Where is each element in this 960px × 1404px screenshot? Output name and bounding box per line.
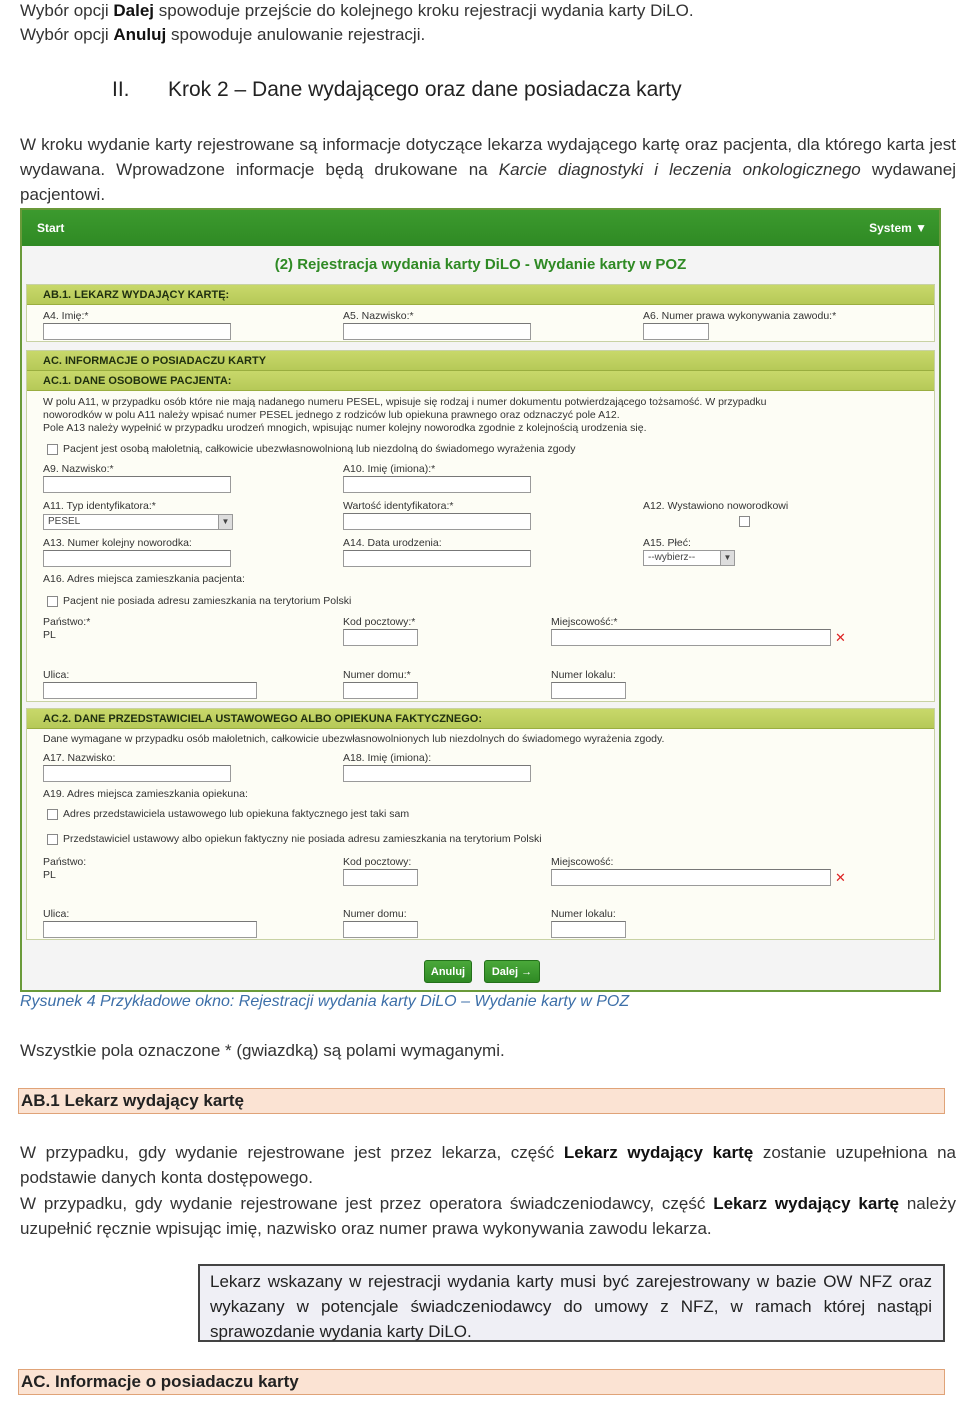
input-a18[interactable] (343, 765, 531, 782)
start-menu[interactable]: Start (37, 221, 65, 235)
intro-line-2 (20, 22, 956, 47)
dalej-keyword: Dalej (113, 1, 155, 20)
band-ab1: AB.1. LEKARZ WYDAJĄCY KARTĘ: (27, 285, 934, 305)
select-a11-value: PESEL (48, 516, 81, 527)
label-a18: A18. Imię (imiona): (343, 752, 432, 764)
label-a15: A15. Płeć: (643, 537, 691, 549)
input-postal[interactable] (343, 629, 418, 646)
input-a6[interactable] (643, 323, 709, 340)
intro-text: spowoduje przejście do kolejnego kroku rejestracji wydania karty DiLO. (154, 1, 694, 20)
label-a5: A5. Nazwisko:* (343, 310, 414, 322)
label-idval: Wartość identyfikatora:* (343, 500, 454, 512)
minor-label: Pacjent jest osobą małoletnią, całkowicie ubezwłasnowolnioną lub niezdolną do świadomego wyrażenia zgody (63, 443, 576, 455)
input-a17[interactable] (43, 765, 231, 782)
info-ac1-3: Pole A13 należy wypełnić w przypadku urodzeń mnogich, wpisując numer kolejny noworodka zgodnie z kolejnością urodzenia się. (43, 422, 647, 434)
info-ac1-2: noworodków w polu A11 należy wpisać numer PESEL jednego z rodziców lub opiekuna prawnego oraz odznaczyć pole A12. (43, 409, 620, 421)
label-house-2: Numer domu: (343, 908, 407, 920)
figure-caption: Rysunek 4 Przykładowe okno: Rejestracji wydania karty DiLO – Wydanie karty w POZ (20, 993, 630, 1010)
para-text: należy uzupełnić ręcznie wpisując imię, nazwisko oraz numer prawa wykonywania zawodu lekarza. (20, 1194, 956, 1238)
minor-checkbox[interactable] (47, 444, 58, 455)
select-a11[interactable] (43, 514, 233, 530)
label-flat-2: Numer lokalu: (551, 908, 616, 920)
input-flat-2[interactable] (551, 921, 626, 938)
a12-checkbox[interactable] (739, 516, 750, 527)
label-house: Numer domu:* (343, 669, 411, 681)
label-flat: Numer lokalu: (551, 669, 616, 681)
same-address-label: Adres przedstawiciela ustawowego lub opiekuna faktycznego jest taki sam (63, 808, 410, 820)
input-house[interactable] (343, 682, 418, 699)
input-postal-2[interactable] (343, 869, 418, 886)
label-city: Miejscowość:* (551, 616, 618, 628)
para-text: wydawanej pacjentowi. (20, 160, 956, 204)
input-street[interactable] (43, 682, 257, 699)
clear-icon[interactable]: ✕ (835, 630, 846, 645)
country-value-2: PL (43, 869, 56, 881)
label-a16: A16. Adres miejsca zamieszkania pacjenta: (43, 573, 245, 585)
input-flat[interactable] (551, 682, 626, 699)
guardian-no-address-label: Przedstawiciel ustawowy albo opiekun faktyczny nie posiada adresu zamieszkania na terytorium Polski (63, 833, 542, 845)
intro-text: spowoduje anulowanie rejestracji. (166, 25, 426, 44)
heading-number: II. (112, 78, 130, 101)
input-a5[interactable] (343, 323, 531, 340)
label-country: Państwo:* (43, 616, 91, 628)
band-ac1: AC.1. DANE OSOBOWE PACJENTA: (27, 371, 934, 391)
card-name: Karcie diagnostyki i leczenia onkologicznego (498, 160, 861, 179)
label-a10: A10. Imię (imiona):* (343, 463, 436, 475)
band-ac: AC. INFORMACJE O POSIADACZU KARTY (27, 351, 934, 371)
para-text: W kroku wydanie karty rejestrowane są informacje dotyczące lekarza wydającego kartę oraz pacjenta, dla którego karta jest wydawana. Wprowadzone informacje będą drukowane na (20, 135, 956, 179)
select-a15[interactable] (643, 550, 735, 566)
no-address-checkbox[interactable] (47, 596, 58, 607)
guardian-no-address-checkbox[interactable] (47, 834, 58, 845)
paragraph-operator (20, 1191, 956, 1241)
para-text: W przypadku, gdy wydanie rejestrowane jest przez operatora świadczeniodawcy, część (20, 1194, 714, 1213)
input-a4[interactable] (43, 323, 231, 340)
intro-paragraph (20, 132, 956, 207)
para-bold: Lekarz wydający kartę (713, 1194, 900, 1213)
label-a12: A12. Wystawiono noworodkowi (643, 500, 789, 512)
label-a4: A4. Imię:* (43, 310, 89, 322)
input-idval[interactable] (343, 513, 531, 530)
band-ac2: AC.2. DANE PRZEDSTAWICIELA USTAWOWEGO ALBO OPIEKUNA FAKTYCZNEGO: (27, 709, 934, 729)
paragraph-doctor (20, 1140, 956, 1190)
label-a11: A11. Typ identyfikatora:* (43, 500, 156, 512)
label-a19: A19. Adres miejsca zamieszkania opiekuna: (43, 788, 248, 800)
heading-text: Krok 2 – Dane wydającego oraz dane posiadacza karty (168, 78, 682, 101)
anuluj-keyword: Anuluj (113, 25, 167, 44)
label-postal: Kod pocztowy:* (343, 616, 416, 628)
section-heading (112, 78, 682, 102)
top-bar (22, 210, 939, 246)
intro-text: Wybór opcji (20, 1, 114, 20)
input-a9[interactable] (43, 476, 231, 493)
para-text: zostanie uzupełniona na podstawie danych konta dostępowego. (20, 1143, 956, 1187)
label-city-2: Miejscowość: (551, 856, 614, 868)
app-window (20, 208, 941, 992)
chevron-down-icon: ▼ (218, 515, 232, 529)
next-button[interactable]: Dalej → (484, 960, 540, 983)
panel-ac (26, 350, 935, 702)
label-a9: A9. Nazwisko:* (43, 463, 114, 475)
input-a10[interactable] (343, 476, 531, 493)
section-ac-heading: AC. Informacje o posiadaczu karty (18, 1369, 945, 1395)
input-a13[interactable] (43, 550, 231, 567)
label-a17: A17. Nazwisko: (43, 752, 116, 764)
para-bold: Lekarz wydający kartę (563, 1143, 754, 1162)
label-a13: A13. Numer kolejny noworodka: (43, 537, 192, 549)
label-country-2: Państwo: (43, 856, 87, 868)
input-street-2[interactable] (43, 921, 257, 938)
input-a14[interactable] (343, 550, 531, 567)
label-street-2: Ulica: (43, 908, 70, 920)
intro-line-1 (20, 0, 956, 23)
label-street: Ulica: (43, 669, 70, 681)
input-city[interactable] (551, 629, 831, 646)
cancel-button[interactable]: Anuluj (424, 960, 472, 983)
para-text: W przypadku, gdy wydanie rejestrowane jest przez lekarza, część (20, 1143, 564, 1162)
intro-text: Wybór opcji (20, 25, 114, 44)
form-title: (2) Rejestracja wydania karty DiLO - Wydanie karty w POZ (274, 256, 687, 273)
label-a14: A14. Data urodzenia: (343, 537, 442, 549)
input-city-2[interactable] (551, 869, 831, 886)
info-ac1-1: W polu A11, w przypadku osób które nie mają nadanego numeru PESEL, wpisuje się rodzaj i numer dokumentu potwierdzającego tożsamość. W przypadku (43, 396, 767, 408)
info-ac2: Dane wymagane w przypadku osób małoletnich, całkowicie ubezwłasnowolnionych lub niezdolnych do świadomego wyrażenia zgody. (43, 733, 665, 745)
same-address-checkbox[interactable] (47, 809, 58, 820)
note-box: Lekarz wskazany w rejestracji wydania karty musi być zarejestrowany w bazie OW NFZ oraz wykazany w potencjale świadczeniodawcy do umowy z NFZ, w ramach której nastąpi sprawozdanie wydania karty DiLO. (198, 1264, 945, 1342)
label-postal-2: Kod pocztowy: (343, 856, 412, 868)
label-a6: A6. Numer prawa wykonywania zawodu:* (643, 310, 837, 322)
select-a15-value: --wybierz-- (648, 552, 696, 563)
section-ab1-heading: AB.1 Lekarz wydający kartę (18, 1088, 945, 1114)
no-address-label: Pacjent nie posiada adresu zamieszkania na terytorium Polski (63, 595, 352, 607)
system-menu[interactable]: System ▼ (869, 221, 927, 235)
panel-ab1 (26, 284, 935, 342)
required-note: Wszystkie pola oznaczone * (gwiazdką) są polami wymaganymi. (20, 1041, 505, 1060)
input-house-2[interactable] (343, 921, 418, 938)
clear-icon[interactable]: ✕ (835, 870, 846, 885)
panel-ac2 (26, 708, 935, 940)
country-value: PL (43, 629, 56, 641)
chevron-down-icon: ▼ (720, 551, 734, 565)
